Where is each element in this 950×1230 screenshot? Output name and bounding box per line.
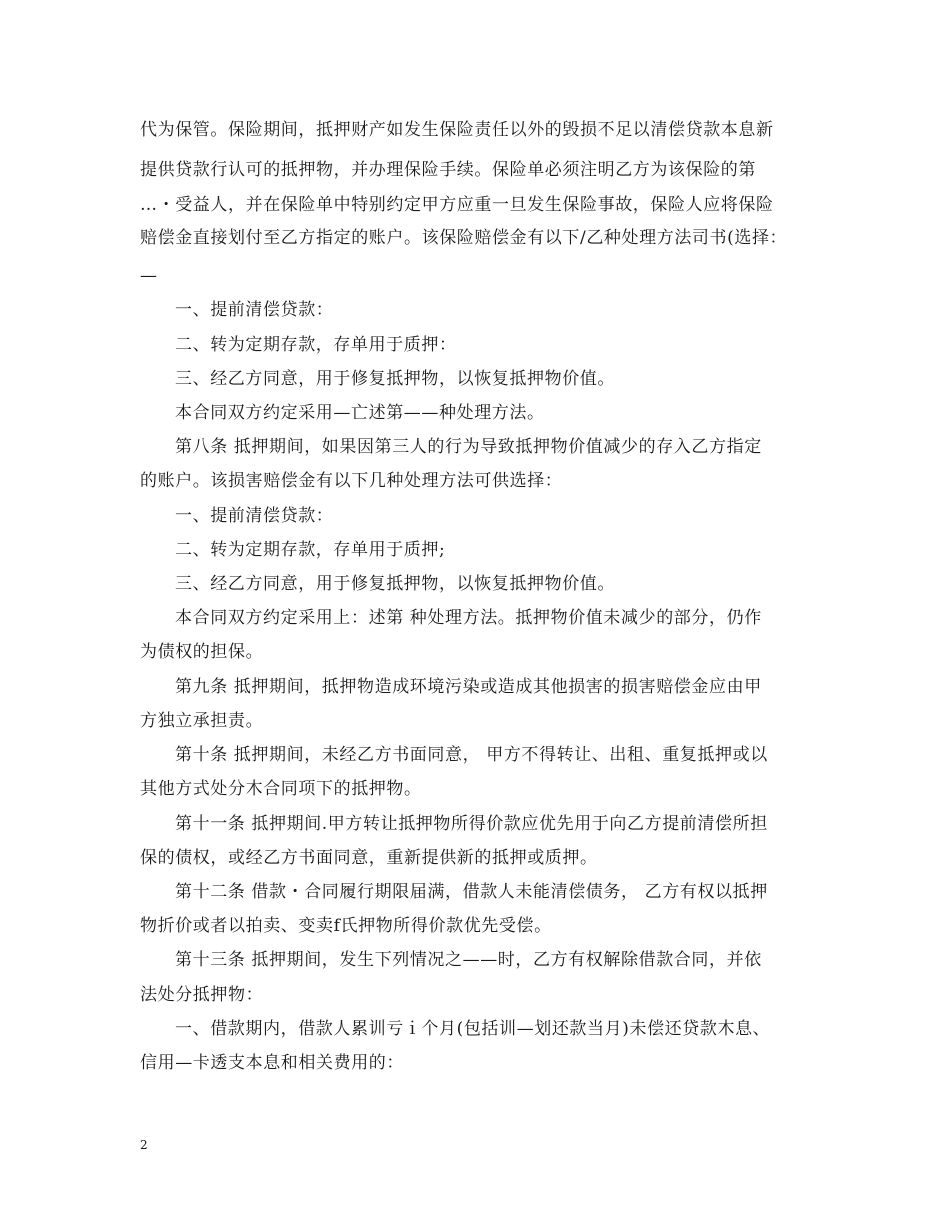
- text-line: 方独立承担责。: [140, 711, 264, 731]
- page-number: 2: [140, 1138, 148, 1152]
- text-line: 二、转为定期存款，存单用于质押;: [175, 540, 446, 560]
- text-line: 本合同双方约定采用—亡述第——种处理方法。: [175, 403, 545, 423]
- text-line: 一、提前清偿贷款：: [175, 506, 334, 526]
- text-line: 第十条 抵押期间，未经乙方书面同意， 甲方不得转让、出租、重复抵押或以: [175, 745, 768, 765]
- text-line: 赔偿金直接划付至乙方指定的账户。该保险赔偿金有以下/乙种处理方法司书(选择：: [140, 228, 788, 248]
- text-line: 法处分抵押物：: [140, 985, 264, 1005]
- text-line: 物折价或者以拍卖、变卖f氏押物所得价款优先受偿。: [140, 916, 552, 936]
- text-line: 第九条 抵押期间，抵押物造成环境污染或造成其他损害的损害赔偿金应由甲: [175, 677, 762, 697]
- text-line: 其他方式处分木合同项下的抵押物。: [140, 779, 422, 799]
- text-line: …・受益人，并在保险单中特别约定甲方应重一旦发生保险事故，保险人应将保险: [140, 195, 774, 215]
- text-line: 三、经乙方同意，用于修复抵押物，以恢复抵押物价值。: [175, 574, 615, 594]
- text-line: 的账户。该损害赔偿金有以下几种处理方法可供选择：: [140, 471, 563, 491]
- text-line: 一、借款期内，借款人累训亏ｉ个月(包括训—划还款当月)未偿还贷款木息、: [175, 1019, 771, 1039]
- text-line: 为债权的担保。: [140, 642, 264, 662]
- text-line: 第十三条 抵押期间，发生下列情况之——时，乙方有权解除借款合同，并依: [175, 950, 762, 970]
- text-line: 提供贷款行认可的抵押物，并办理保险手续。保险单必须注明乙方为该保险的第: [140, 160, 756, 180]
- text-line: 保的债权，或经乙方书面同意，重新提供新的抵押或质押。: [140, 848, 598, 868]
- text-line: 第八条 抵押期间，如果因第三人的行为导致抵押物价值减少的存入乙方指定: [175, 437, 762, 457]
- text-line: 第十二条 借款・合同履行期限届满，借款人未能清偿债务， 乙方有权以抵押: [175, 882, 768, 902]
- text-line: 信用—卡透支本息和相关费用的：: [140, 1053, 404, 1073]
- text-line: 第十一条 抵押期间.甲方转让抵押物所得价款应优先用于向乙方提前清偿所担: [175, 814, 768, 834]
- text-line: 三、经乙方同意，用于修复抵押物，以恢复抵押物价值。: [175, 369, 615, 389]
- text-line: 一、提前清偿贷款：: [175, 300, 334, 320]
- text-line: 本合同双方约定采用上：述第 种处理方法。抵押物价值未减少的部分，仍作: [175, 608, 762, 628]
- text-line: 代为保管。保险期间，抵押财产如发生保险责任以外的毁损不足以清偿贷款本息新: [140, 120, 774, 140]
- text-line: —: [140, 266, 158, 286]
- text-line: 二、转为定期存款，存单用于质押：: [175, 335, 457, 355]
